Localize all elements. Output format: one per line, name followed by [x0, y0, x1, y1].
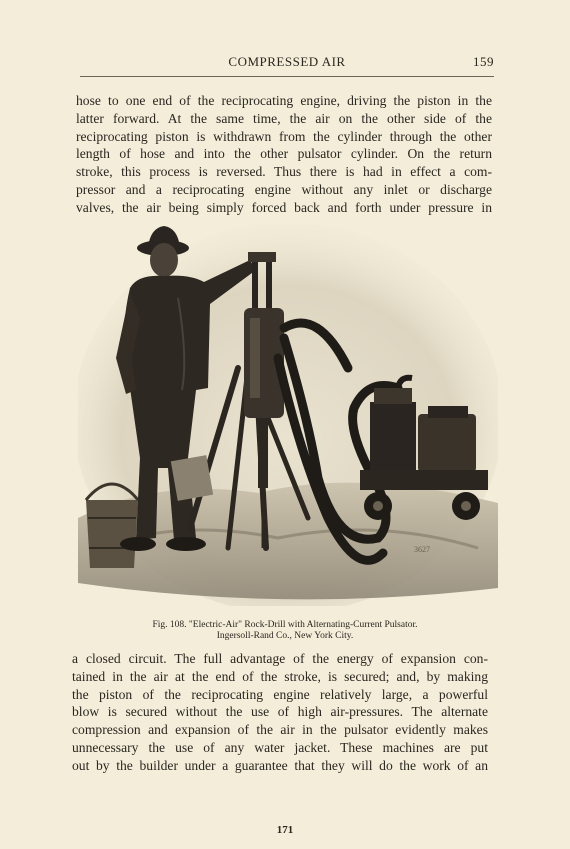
paragraph-top	[76, 92, 492, 217]
rock-drill-photograph	[78, 218, 498, 606]
text-line: pressor and a reciprocating engine without any inlet or discharge	[76, 181, 492, 197]
figure-photo	[78, 218, 498, 606]
caption-line-2: Ingersoll-Rand Co., New York City.	[216, 631, 354, 641]
text-line: out by the builder under a guarantee that they will do the work of an	[72, 757, 488, 773]
text-line: blow is secured without the use of high air-pressures. The alternate	[72, 704, 488, 720]
paragraph-bottom	[72, 650, 488, 775]
text-line: the piston of the reciprocating engine relatively large, a powerful	[72, 686, 488, 702]
text-line: tained in the air at the end of the stroke, is secured; and, by making	[72, 668, 488, 684]
text-line: latter forward. At the same time, the air on the other side of the	[76, 110, 492, 126]
text-line: valves, the air being simply forced back and forth under pressure in	[76, 199, 492, 215]
caption-line-1: Fig. 108. "Electric-Air" Rock-Drill with Alternating-Current Pulsator.	[152, 620, 418, 630]
text-line: unnecessary the use of any water jacket. These machines are put	[72, 739, 488, 755]
text-line: compression and expansion of the air in the pulsator evidently makes	[72, 722, 488, 738]
figure-caption	[80, 620, 490, 642]
plate-number: 3627	[414, 545, 430, 554]
text-line: length of hose and into the other pulsator cylinder. On the return	[76, 146, 492, 162]
header-rule	[80, 76, 494, 77]
text-line: stroke, this process is reversed. Thus there is had in effect a com-	[76, 164, 492, 180]
running-title: COMPRESSED AIR	[228, 54, 346, 69]
folio-number: 171	[276, 824, 294, 836]
text-line: hose to one end of the reciprocating engine, driving the piston in the	[76, 93, 492, 108]
running-head	[80, 54, 494, 72]
page-number: 159	[473, 54, 494, 69]
text-line: a closed circuit. The full advantage of the energy of expansion con-	[72, 651, 488, 666]
text-line: reciprocating piston is withdrawn from the cylinder through the other	[76, 128, 492, 144]
